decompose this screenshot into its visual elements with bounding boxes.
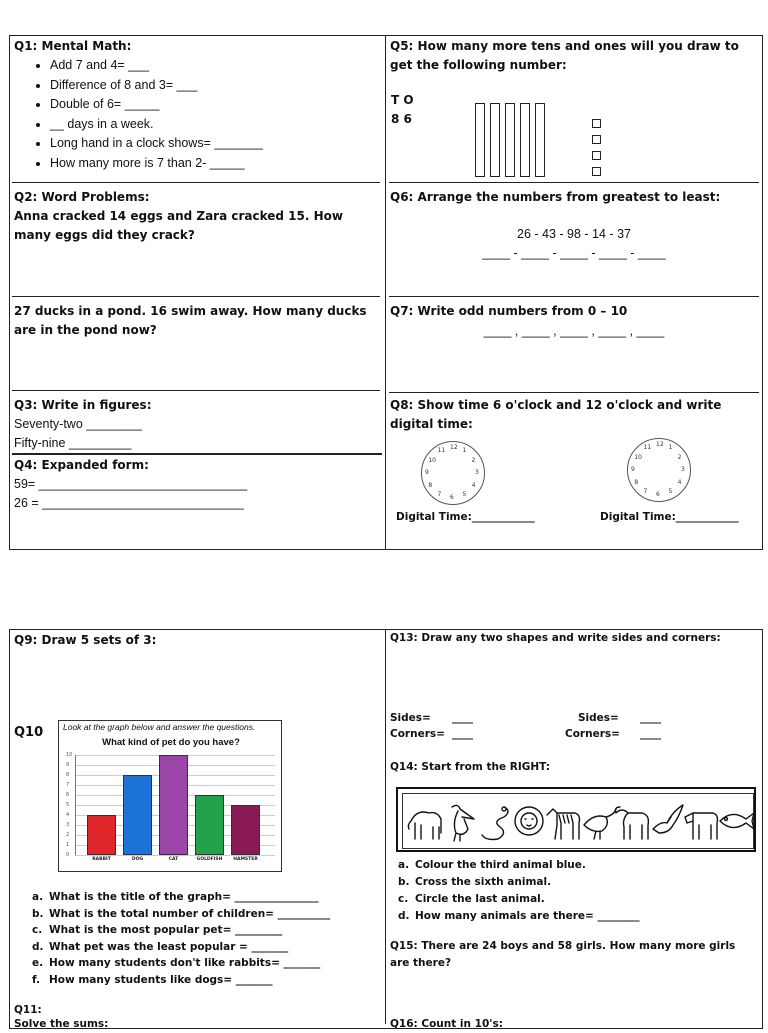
q14-item: [398, 891, 758, 908]
q1-list: [14, 56, 382, 173]
q1-item: • Long hand in a clock shows= _______: [50, 134, 382, 154]
clock-number: 1: [462, 447, 467, 455]
chart-y-tick: 6: [66, 792, 70, 798]
clock-number: 1: [668, 444, 673, 452]
q4-section: [14, 456, 376, 513]
q2-problem-1: Anna cracked 14 eggs and Zara cracked 15. How many eggs did they crack?: [14, 209, 343, 242]
q13-title: Q13: Draw any two shapes and write sides and corners:: [390, 632, 721, 644]
clock-number: 10: [428, 456, 436, 464]
q13-corners-blank: ____: [640, 728, 661, 740]
chart-y-tick: 5: [66, 802, 70, 808]
q14-item-text: Cross the sixth animal.: [415, 876, 552, 888]
q1-item: • Difference of 8 and 3= ___: [50, 76, 382, 96]
chart-category-label: RABBIT: [92, 857, 111, 862]
chart-y-tick: 0: [66, 852, 70, 858]
q10-question-text: What is the title of the graph= ________________: [49, 891, 319, 903]
animal-strip: [396, 787, 756, 852]
q3-title: Q3: Write in figures:: [14, 398, 152, 412]
q4-title: Q4: Expanded form:: [14, 458, 149, 472]
chart-category-label: CAT: [168, 857, 179, 862]
q10-question-text: How many students don't like rabbits= _______: [49, 957, 321, 969]
q1-item: • Add 7 and 4= ___: [50, 56, 382, 76]
q10-question-text: What pet was the least popular = _______: [49, 940, 289, 953]
q14-item-marker: a.: [398, 859, 410, 871]
q11-title: Q11:: [14, 1004, 42, 1016]
column-divider: [385, 35, 386, 550]
clock-number: 12: [450, 444, 458, 451]
q10-question-marker: e.: [32, 957, 44, 969]
q3-line-2: Fifty-nine _________: [14, 436, 132, 450]
q10-question-marker: f.: [32, 973, 40, 986]
q13-corners-blank: ____: [452, 728, 473, 740]
q7-answer-blanks: ____ , ____ , ____ , ____ , ____: [483, 324, 665, 338]
chart-y-axis: [75, 755, 76, 855]
q16-title: Q16: Count in 10's:: [390, 1018, 503, 1030]
chart-bar: [159, 755, 188, 855]
clock-face-icon: [421, 441, 485, 505]
chart-y-tick: 3: [66, 822, 70, 828]
q10-question: [32, 906, 380, 923]
divider: [389, 182, 759, 183]
ones-unit: [592, 135, 601, 144]
chart-y-tick: 8: [66, 772, 70, 778]
chart-category-label: HAMSTER: [233, 857, 258, 862]
q13-corners-label: Corners=: [390, 728, 445, 740]
chart-y-tick: 9: [66, 762, 70, 768]
q10-question-text: What is the most popular pet= _________: [49, 924, 283, 936]
q10-title: Q10: [14, 725, 44, 740]
q10-questions: [14, 889, 380, 988]
clock-number: 9: [425, 469, 429, 476]
q14-item-text: Colour the third animal blue.: [415, 859, 586, 871]
q3-line-1: Seventy-two ________: [14, 417, 142, 431]
chart-y-tick: 2: [66, 832, 70, 838]
q14-item-text: How many animals are there= ________: [415, 910, 640, 922]
clock-face-icon: [627, 438, 691, 502]
chart-bar: [195, 795, 224, 855]
q13-sides-blank: ____: [640, 712, 661, 724]
q10-question: [32, 922, 380, 939]
q14-item-marker: c.: [398, 893, 409, 905]
q14-item-text: Circle the last animal.: [415, 893, 545, 905]
chart-caption: Look at the graph below and answer the questions.: [63, 722, 256, 732]
q6-section: [390, 188, 760, 207]
clock-number: 5: [462, 490, 467, 498]
divider: [12, 182, 380, 183]
q14-item-marker: b.: [398, 876, 410, 888]
fish-icon: [716, 799, 756, 843]
column-divider: [385, 629, 386, 1024]
q5-place-value-header: T O: [391, 93, 414, 107]
q10-question-marker: b.: [32, 907, 44, 920]
clock-number: 6: [656, 491, 660, 498]
clock-number: 2: [471, 456, 476, 464]
tens-rod: [535, 103, 545, 177]
chart-bar: [123, 775, 152, 855]
chart-gridline: [75, 855, 275, 856]
divider: [389, 392, 759, 393]
q13-sides-label: Sides=: [390, 712, 431, 724]
chart-title: What kind of pet do you have?: [102, 737, 240, 748]
clock-number: 11: [437, 447, 446, 455]
q13-sides-blank: ____: [452, 712, 473, 724]
q2-problem-2: 27 ducks in a pond. 16 swim away. How many ducks are in the pond now?: [14, 304, 367, 337]
chart-category-label: DOG: [131, 857, 144, 862]
q5-section: [390, 37, 760, 75]
clock-number: 10: [634, 453, 642, 461]
q13-corners-label: Corners=: [565, 728, 620, 740]
q10-question-marker: a.: [32, 891, 44, 903]
q9-title: Q9: Draw 5 sets of 3:: [14, 633, 157, 647]
clock-number: 4: [471, 481, 476, 489]
q10-question-text: What is the total number of children= __________: [49, 907, 331, 920]
q10-question: [32, 955, 380, 972]
q15-title: Q15: There are 24 boys and 58 girls. How many more girls are there?: [390, 940, 736, 969]
chart-plot-area: [59, 721, 283, 873]
q10-question: [32, 972, 380, 989]
q11-subtitle: Solve the sums:: [14, 1018, 109, 1030]
tens-rod: [475, 103, 485, 177]
clock-number: 4: [677, 478, 682, 486]
chart-y-tick: 1: [66, 842, 70, 848]
chart-category-label: GOLDFISH: [196, 857, 223, 862]
q10-question-text: How many students like dogs= _______: [49, 973, 273, 986]
divider: [12, 296, 380, 297]
clock-number: 8: [428, 481, 433, 489]
q7-title: Q7: Write odd numbers from 0 – 10: [390, 304, 628, 318]
q14-item-marker: d.: [398, 910, 410, 922]
clock-number: 6: [450, 494, 454, 501]
q10-question-marker: c.: [32, 924, 43, 936]
divider: [12, 390, 380, 391]
q14-list: [398, 857, 758, 925]
tens-rod: [505, 103, 515, 177]
q2-problem-2-section: [14, 302, 376, 340]
q2-title: Q2: Word Problems:: [14, 190, 150, 204]
q5-title: Q5: How many more tens and ones will you draw to get the following number:: [390, 39, 739, 72]
q6-title: Q6: Arrange the numbers from greatest to least:: [390, 190, 721, 204]
q14-item: [398, 874, 758, 891]
clock-number: 3: [681, 466, 685, 473]
tens-rod: [490, 103, 500, 177]
q1-item: • Double of 6= _____: [50, 95, 382, 115]
clock-number: 5: [668, 487, 673, 495]
q8-digital-time-2: Digital Time:____________: [600, 511, 739, 523]
q10-question: [32, 889, 380, 906]
ones-unit: [592, 151, 601, 160]
ones-unit: [592, 119, 601, 128]
chart-bar: [87, 815, 116, 855]
q8-title: Q8: Show time 6 o'clock and 12 o'clock and write digital time:: [390, 398, 722, 431]
q4-line-2: 26 = _____________________________: [14, 496, 244, 510]
clock-number: 7: [643, 487, 648, 495]
q3-section: [14, 396, 376, 453]
q10-question: [32, 939, 380, 956]
clock-number: 11: [643, 444, 652, 452]
q10-question-marker: d.: [32, 940, 44, 953]
q5-number: 8 6: [391, 112, 412, 126]
q1-item: • How many more is 7 than 2- _____: [50, 154, 382, 174]
clock-number: 12: [656, 441, 664, 448]
chart-bar: [231, 805, 260, 855]
animal-row: [402, 793, 754, 849]
q6-answer-blanks: ____ - ____ - ____ - ____ - ____: [482, 246, 666, 260]
clock-number: 9: [631, 466, 635, 473]
clock-number: 7: [437, 490, 442, 498]
q8-section: [390, 396, 760, 434]
q13-sides-label: Sides=: [578, 712, 619, 724]
q14-item: [398, 857, 758, 874]
q1-section: [14, 37, 382, 173]
clock-number: 2: [677, 453, 682, 461]
divider: [389, 296, 759, 297]
chart-y-tick: 4: [66, 812, 70, 818]
q7-section: [390, 302, 760, 321]
clock-number: 8: [634, 478, 639, 486]
q1-item: • __ days in a week.: [50, 115, 382, 135]
q2-section: [14, 188, 376, 245]
clock-number: 3: [475, 469, 479, 476]
chart-y-tick: 10: [66, 752, 73, 758]
q1-title: Q1: Mental Math:: [14, 39, 132, 53]
q4-line-1: 59= ______________________________: [14, 477, 248, 491]
q14-title: Q14: Start from the RIGHT:: [390, 761, 550, 773]
divider: [12, 453, 382, 455]
ones-unit: [592, 167, 601, 176]
pet-bar-chart: [58, 720, 282, 872]
q14-item: [398, 908, 758, 925]
tens-rod: [520, 103, 530, 177]
q6-numbers: 26 - 43 - 98 - 14 - 37: [517, 227, 631, 241]
chart-y-tick: 7: [66, 782, 70, 788]
q8-digital-time-1: Digital Time:____________: [396, 511, 535, 523]
